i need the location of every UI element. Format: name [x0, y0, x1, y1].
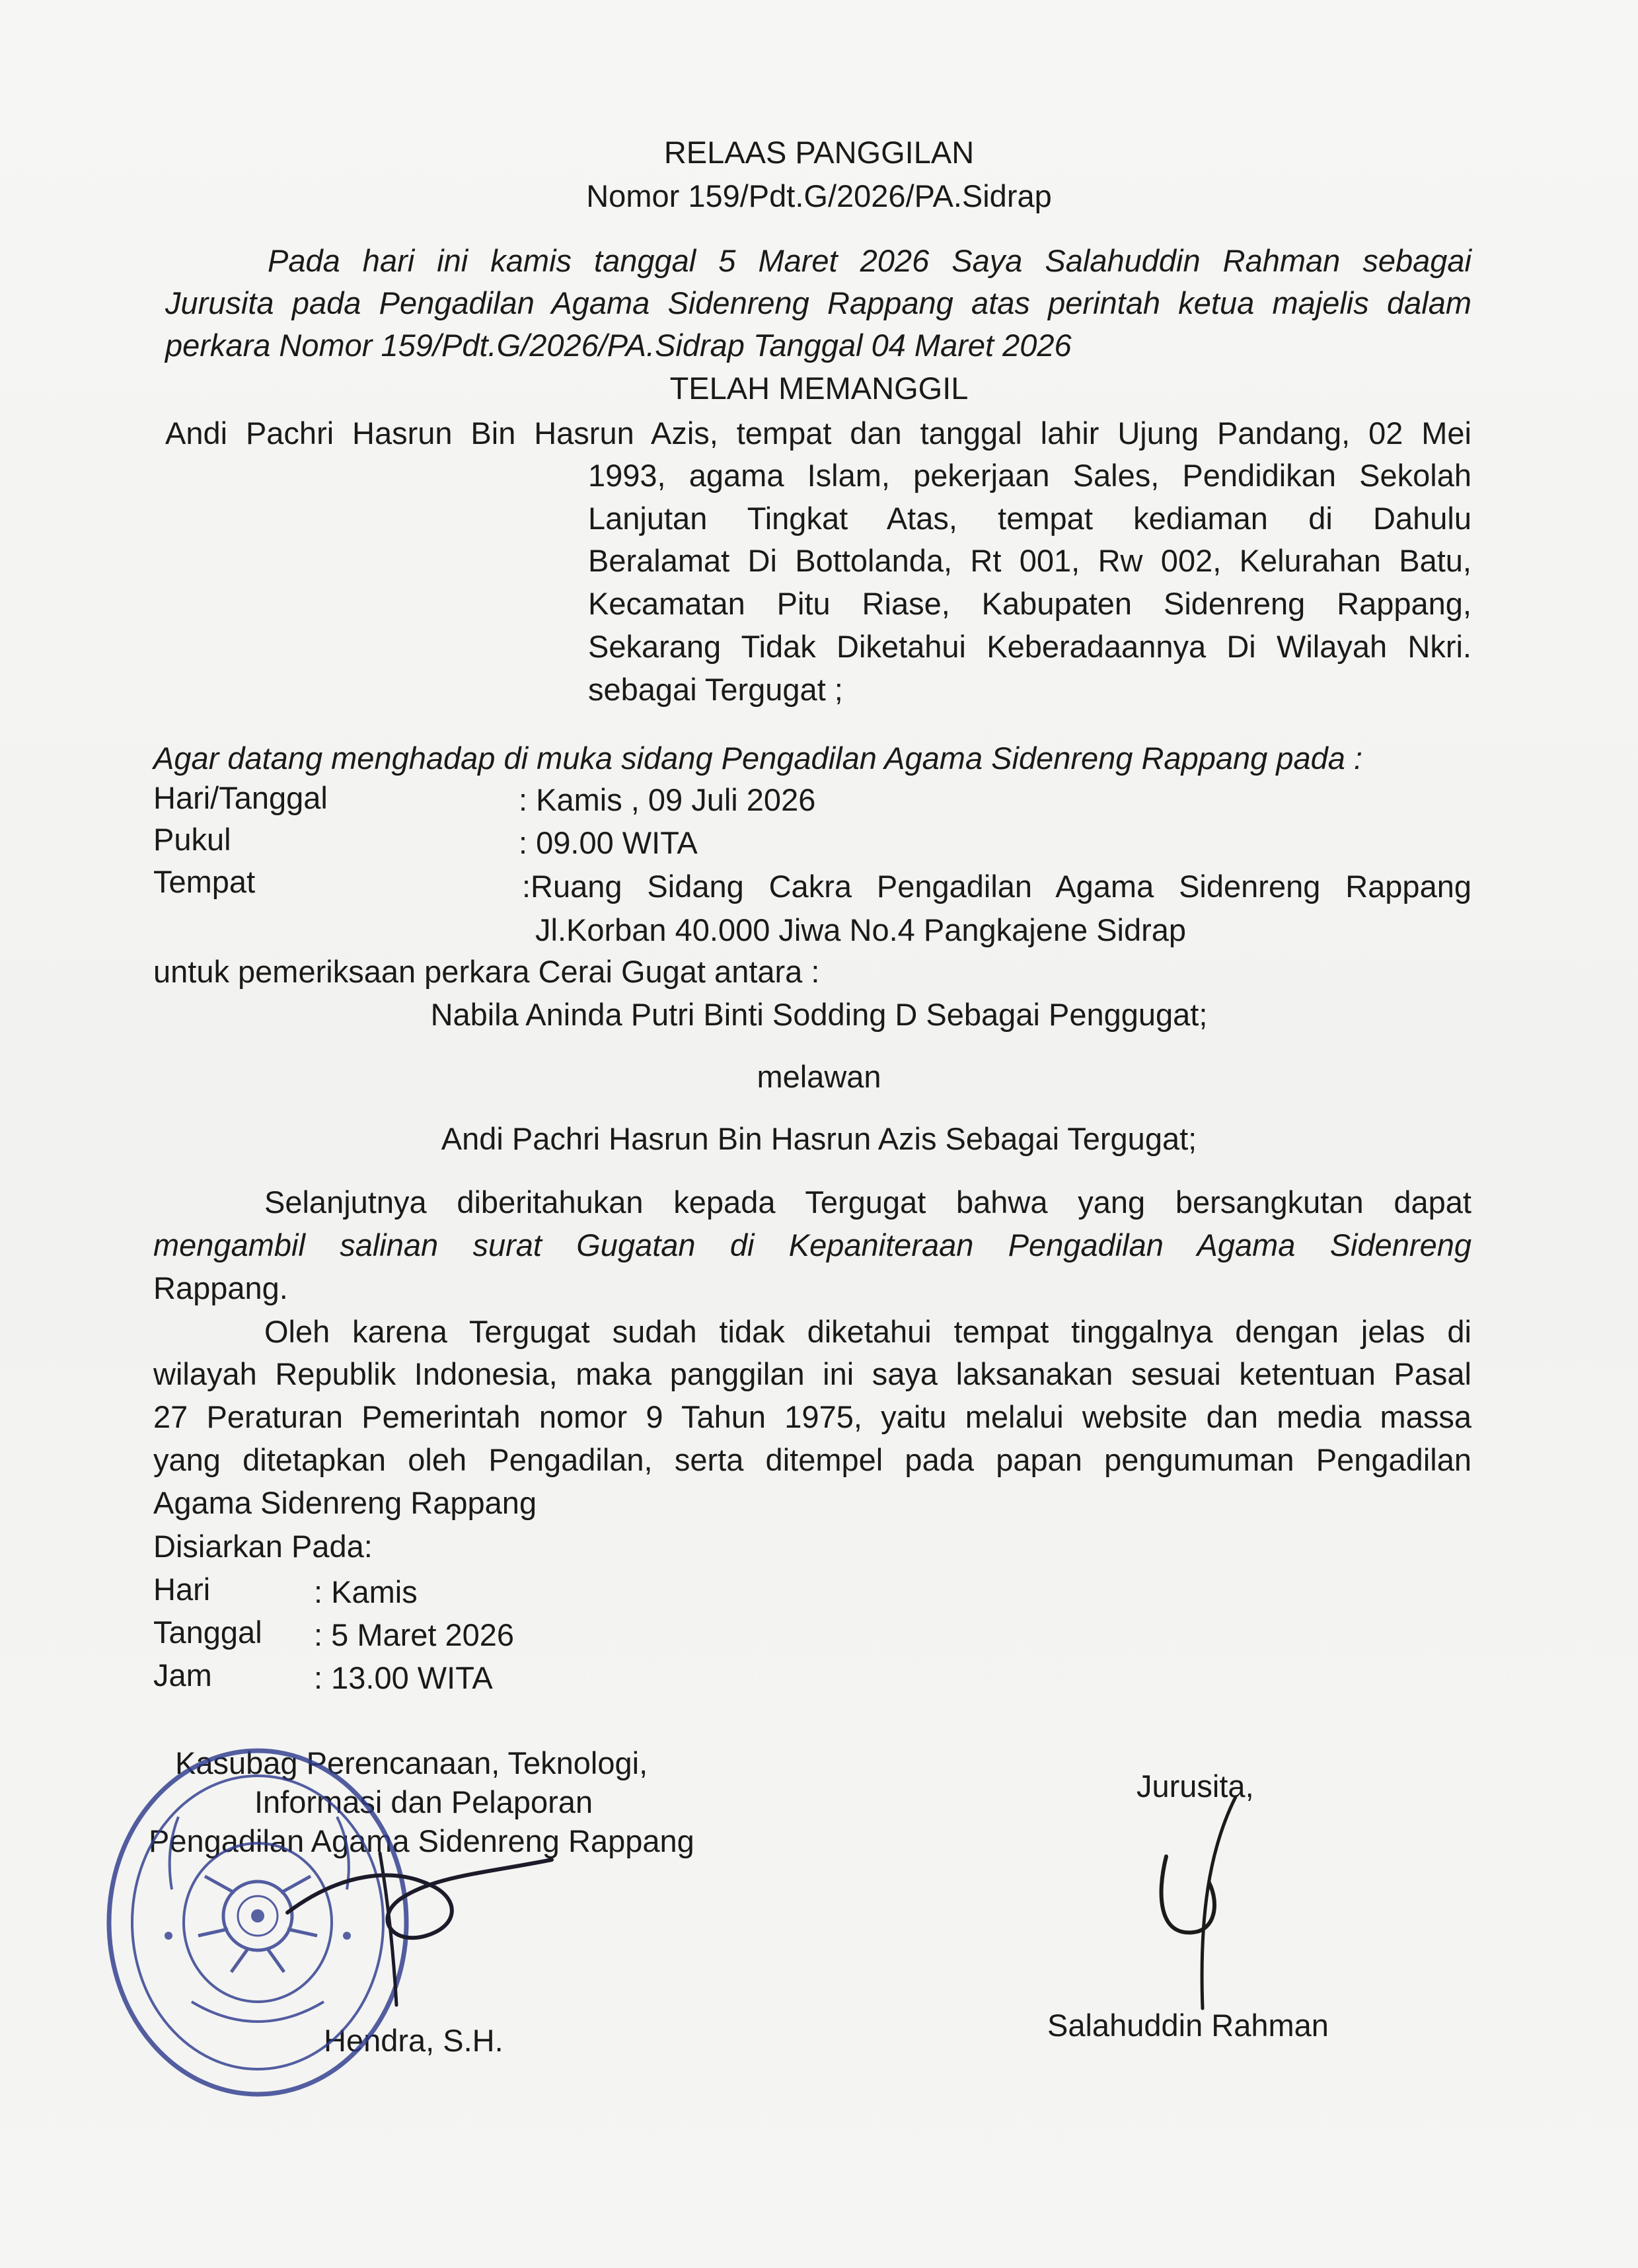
left-signer-title-2: Informasi dan Pelaporan	[254, 1784, 593, 1819]
broadcast-day-label: Hari	[153, 1572, 211, 1607]
party-line-6: Sekarang Tidak Diketahui Keberadaannya Di Wilayah Nkri.	[588, 629, 1471, 664]
hearing-time-label: Pukul	[153, 822, 231, 857]
case-versus: melawan	[757, 1059, 881, 1094]
hearing-day-label: Hari/Tanggal	[153, 780, 328, 815]
notice-p2-line-4: yang ditetapkan oleh Pengadilan, serta ditempel pada papan pengumuman Pengadilan	[153, 1442, 1471, 1477]
right-signer-name: Salahuddin Rahman	[1047, 2008, 1329, 2043]
notice-p1-line-1: Selanjutnya diberitahukan kepada Tergugat bahwa yang bersangkutan dapat	[264, 1185, 1471, 1220]
summoned-heading: TELAH MEMANGGIL	[669, 371, 969, 406]
notice-p2-line-3: 27 Peraturan Pemerintah nomor 9 Tahun 1975, yaitu melalui website dan media massa	[153, 1399, 1471, 1434]
left-signer-title-3: Pengadilan Agama Sidenreng Rappang	[149, 1823, 694, 1858]
party-line-1: Andi Pachri Hasrun Bin Hasrun Azis, tempat dan tanggal lahir Ujung Pandang, 02 Mei	[165, 416, 1471, 451]
case-plaintiff: Nabila Aninda Putri Binti Sodding D Sebagai Penggugat;	[430, 997, 1208, 1032]
party-line-3: Lanjutan Tingkat Atas, tempat kediaman di Dahulu	[588, 501, 1471, 536]
broadcast-hour-value: : 13.00 WITA	[314, 1660, 493, 1695]
intro-line-2: Jurusita pada Pengadilan Agama Sidenreng Rappang atas perintah ketua majelis dalam	[165, 285, 1471, 320]
notice-p1-line-3: Rappang.	[153, 1270, 288, 1305]
left-signer-name: Hendra, S.H.	[324, 2023, 503, 2058]
right-signer-title: Jurusita,	[1136, 1769, 1254, 1804]
left-signature	[261, 1813, 572, 2031]
hearing-day-value: : Kamis , 09 Juli 2026	[519, 782, 816, 817]
notice-p2-line-2: wilayah Republik Indonesia, maka panggilan ini saya laksanakan sesuai ketentuan Pasal	[153, 1356, 1471, 1391]
notice-p1-line-2: mengambil salinan surat Gugatan di Kepaniteraan Pengadilan Agama Sidenreng	[153, 1227, 1471, 1262]
hearing-place-label: Tempat	[153, 864, 256, 899]
party-line-4: Beralamat Di Bottolanda, Rt 001, Rw 002, Kelurahan Batu,	[588, 543, 1471, 578]
notice-p2-line-5: Agama Sidenreng Rappang	[153, 1485, 537, 1520]
party-line-7: sebagai Tergugat ;	[588, 672, 843, 707]
case-intro: untuk pemeriksaan perkara Cerai Gugat antara :	[153, 954, 820, 989]
broadcast-date-label: Tanggal	[153, 1615, 262, 1650]
party-line-5: Kecamatan Pitu Riase, Kabupaten Sidenreng Rappang,	[588, 586, 1471, 621]
hearing-place-value-1: :Ruang Sidang Cakra Pengadilan Agama Sidenreng Rappang	[522, 869, 1471, 904]
party-line-2: 1993, agama Islam, pekerjaan Sales, Pendidikan Sekolah	[588, 458, 1471, 493]
broadcast-hour-label: Jam	[153, 1658, 212, 1693]
hearing-intro: Agar datang menghadap di muka sidang Pengadilan Agama Sidenreng Rappang pada :	[153, 741, 1362, 776]
hearing-time-value: : 09.00 WITA	[519, 825, 698, 860]
intro-line-1: Pada hari ini kamis tanggal 5 Maret 2026 Saya Salahuddin Rahman sebagai	[268, 243, 1471, 278]
notice-p2-line-1: Oleh karena Tergugat sudah tidak diketahui tempat tinggalnya dengan jelas di	[264, 1314, 1471, 1349]
broadcast-date-value: : 5 Maret 2026	[314, 1617, 515, 1652]
case-defendant: Andi Pachri Hasrun Bin Hasrun Azis Sebagai Tergugat;	[441, 1121, 1197, 1156]
case-number: Nomor 159/Pdt.G/2026/PA.Sidrap	[586, 178, 1052, 213]
right-signature	[1136, 1784, 1269, 2022]
left-signer-title-1: Kasubag Perencanaan, Teknologi,	[175, 1745, 648, 1780]
broadcast-heading: Disiarkan Pada:	[153, 1529, 373, 1564]
broadcast-day-value: : Kamis	[314, 1574, 418, 1609]
intro-line-3: perkara Nomor 159/Pdt.G/2026/PA.Sidrap Tanggal 04 Maret 2026	[165, 328, 1072, 363]
document-title: RELAAS PANGGILAN	[663, 135, 975, 170]
hearing-place-value-2: Jl.Korban 40.000 Jiwa No.4 Pangkajene Sidrap	[535, 912, 1187, 947]
